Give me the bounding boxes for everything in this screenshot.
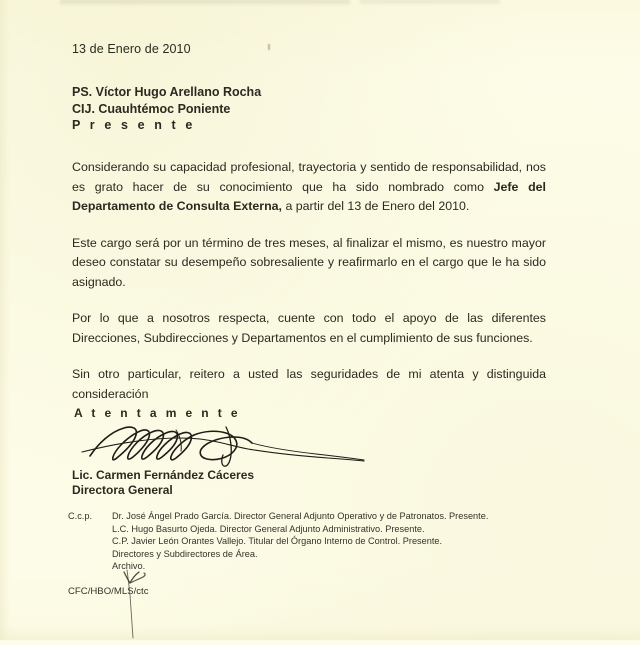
- signer-identity: [72, 468, 372, 498]
- ccp-recipient: C.P. Javier León Orantes Vallejo. Titular del Órgano Interno de Control. Presente.: [112, 536, 443, 547]
- letter-body: [72, 158, 546, 404]
- paper-edge-shading-left: [0, 0, 10, 640]
- addressee-name: PS. Víctor Hugo Arellano Rocha: [72, 85, 262, 99]
- ccp-recipient: L.C. Hugo Basurto Ojeda. Director General Adjunto Administrativo. Presente.: [112, 523, 425, 534]
- body-paragraph-2: Este cargo será por un término de tres meses, al finalizar el mismo, es nuestro mayor deseo constatar su desempeño sobresaliente y reafirmarlo en el cargo que le ha sido asignado.: [72, 235, 546, 289]
- handwritten-signature-icon: [76, 422, 372, 470]
- letterhead-remnant-secondary-icon: [360, 0, 500, 5]
- body-paragraph-4: Sin otro particular, reitero a usted las seguridades de mi atenta y distinguida consideración: [72, 367, 546, 401]
- body-paragraph-3: Por lo que a nosotros respecta, cuente con todo el apoyo de las diferentes Direcciones, Subdirecciones y Departamentos en el cumplimiento de sus funciones.: [72, 311, 546, 345]
- ccp-row: [68, 510, 488, 573]
- ccp-recipient: Dr. José Ángel Prado García. Director General Adjunto Operativo y de Patronatos. Presente.: [112, 511, 489, 521]
- paper-speck-icon: [268, 44, 270, 50]
- body-paragraph-1: [72, 158, 546, 217]
- paragraph-1-text-after: a partir del 13 de Enero del 2010.: [282, 199, 470, 213]
- signer-title: Directora General: [72, 483, 173, 497]
- reference-code: CFC/HBO/MLS/ctc: [68, 586, 149, 597]
- signature-block: [72, 406, 372, 498]
- addressee-presente: P r e s e n t e: [72, 118, 196, 132]
- ccp-recipient-list: [112, 510, 488, 573]
- letterhead-remnant-icon: [60, 0, 350, 7]
- ccp-label: C.c.p.: [68, 511, 92, 521]
- paper-edge-shading-bottom: [0, 626, 640, 640]
- appointment-position: Jefe del Departamento de Consulta Externa,: [72, 179, 546, 213]
- signer-name: Lic. Carmen Fernández Cáceres: [72, 468, 255, 482]
- addressee-block: [72, 84, 261, 134]
- date-line: 13 de Enero de 2010: [72, 42, 191, 56]
- carbon-copy-block: [68, 510, 488, 573]
- paragraph-1-text-before: Considerando su capacidad profesional, trayectoria y sentido de responsabilidad, nos es grato hacer de su conocimiento que ha sido nombrado como: [72, 160, 546, 194]
- addressee-organization: CIJ. Cuauhtémoc Poniente: [72, 101, 231, 116]
- ccp-recipient: Directores y Subdirectores de Área.: [112, 548, 258, 559]
- closing-salutation: A t e n t a m e n t e: [74, 406, 241, 420]
- ccp-recipient: Archivo.: [112, 561, 146, 572]
